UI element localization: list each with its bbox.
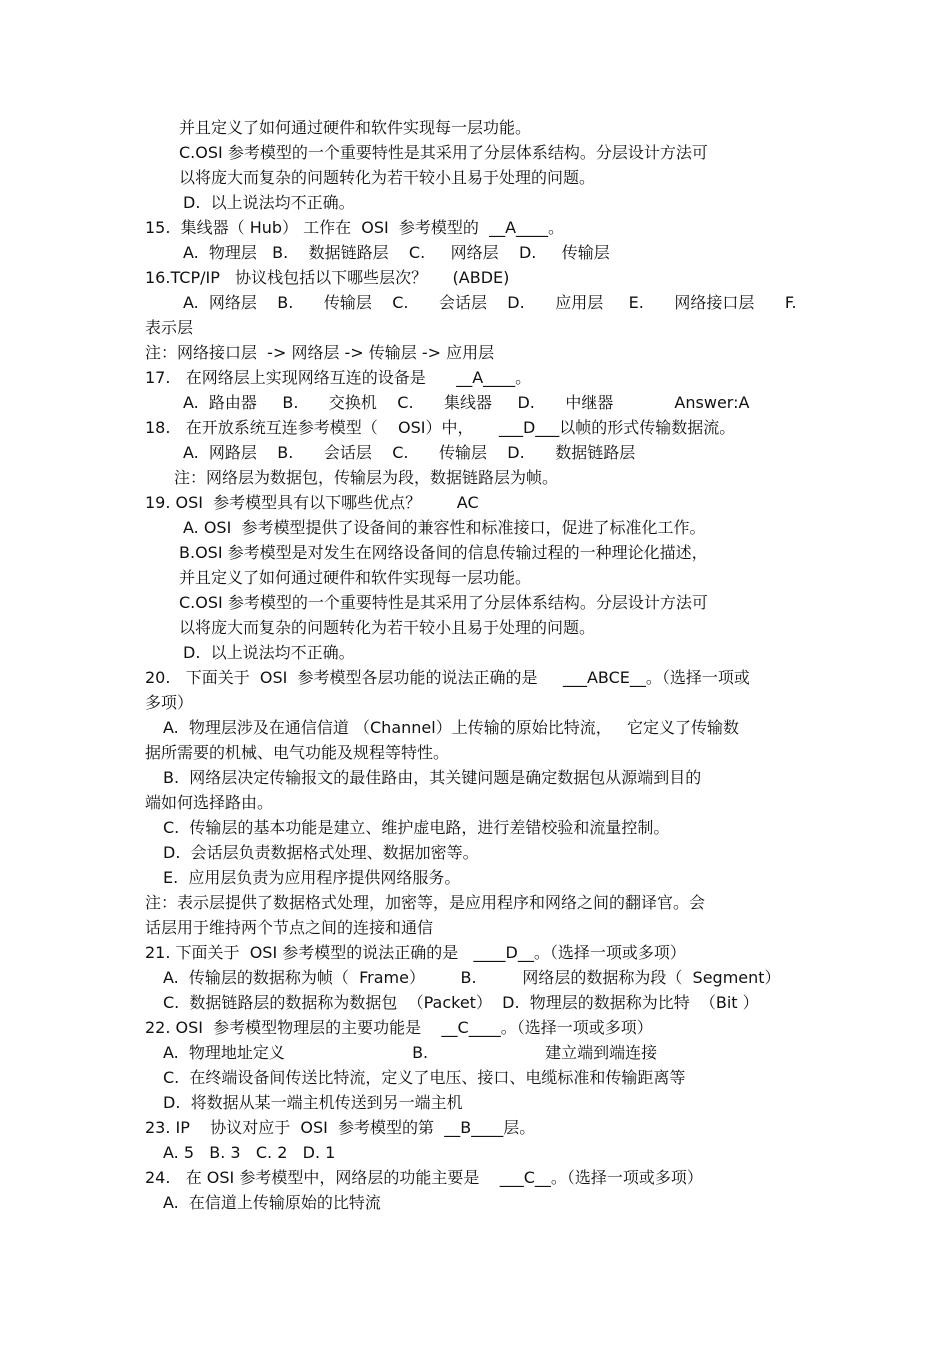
text-line: E. 应用层负责为应用程序提供网络服务。 (163, 868, 461, 887)
text-line: 表示层 (145, 318, 194, 337)
text-line: D. 以上说法均不正确。 (183, 643, 355, 662)
text-line: A. OSI 参考模型提供了设备间的兼容性和标准接口，促进了标准化工作。 (183, 518, 706, 537)
text-line: 以将庞大而复杂的问题转化为若干较小且易于处理的问题。 (179, 168, 596, 187)
text-line: 据所需要的机械、电气功能及规程等特性。 (145, 743, 450, 762)
text-line: B. 网络层决定传输报文的最佳路由，其关键问题是确定数据包从源端到目的 (163, 768, 702, 787)
text-line: A. 传输层的数据称为帧（ Frame） B. 网络层的数据称为段（ Segment） (163, 968, 781, 987)
text-line: A. 物理层 B. 数据链路层 C. 网络层 D. 传输层 (183, 243, 610, 262)
text-line: C. 在终端设备间传送比特流，定义了电压、接口、电缆标准和传输距离等 (163, 1068, 686, 1087)
text-line: A. 路由器 B. 交换机 C. 集线器 D. 中继器 Answer:A (183, 393, 750, 412)
text-line: 多项） (145, 693, 194, 712)
question-21: 21. 下面关于 OSI 参考模型的说法正确的是 ____D__。（选择一项或多项） (145, 943, 686, 962)
question-19: 19. OSI 参考模型具有以下哪些优点？ AC (145, 493, 479, 512)
question-18: 18. 在开放系统互连参考模型（ OSI）中， ___D___以帧的形式传输数据流。 (145, 418, 736, 437)
text-line: D. 将数据从某一端主机传送到另一端主机 (163, 1093, 463, 1112)
note-line: 话层用于维持两个节点之间的连接和通信 (145, 918, 434, 937)
text-line: C. 传输层的基本功能是建立、维护虚电路，进行差错校验和流量控制。 (163, 818, 670, 837)
text-line: A. 物理地址定义 B. 建立端到端连接 (163, 1043, 658, 1062)
question-16: 16.TCP/IP 协议栈包括以下哪些层次？ (ABDE) (145, 268, 510, 287)
note-line: 注：表示层提供了数据格式处理，加密等，是应用程序和网络之间的翻译官。会 (145, 893, 706, 912)
text-line: 并且定义了如何通过硬件和软件实现每一层功能。 (179, 118, 532, 137)
question-23: 23. IP 协议对应于 OSI 参考模型的第 __B____层。 (145, 1118, 536, 1137)
question-20: 20. 下面关于 OSI 参考模型各层功能的说法正确的是 ___ABCE__。（选择一项或 (145, 668, 750, 687)
question-15: 15. 集线器（ Hub） 工作在 OSI 参考模型的 __A____。 (145, 218, 565, 237)
text-line: 以将庞大而复杂的问题转化为若干较小且易于处理的问题。 (179, 618, 596, 637)
question-17: 17. 在网络层上实现网络互连的设备是 __A____。 (145, 368, 532, 387)
note-line: 注：网络接口层 -> 网络层 -> 传输层 -> 应用层 (145, 343, 495, 362)
text-line: A. 在信道上传输原始的比特流 (163, 1193, 381, 1212)
text-line: A. 5 B. 3 C. 2 D. 1 (163, 1143, 336, 1162)
text-line: A. 物理层涉及在通信信道 （Channel）上传输的原始比特流， 它定义了传输数 (163, 718, 739, 737)
question-24: 24. 在 OSI 参考模型中，网络层的功能主要是 ___C__。（选择一项或多项） (145, 1168, 703, 1187)
text-line: A. 网路层 B. 会话层 C. 传输层 D. 数据链路层 (183, 443, 636, 462)
note-line: 注：网络层为数据包，传输层为段，数据链路层为帧。 (174, 468, 559, 487)
text-line: D. 会话层负责数据格式处理、数据加密等。 (163, 843, 479, 862)
text-line: 并且定义了如何通过硬件和软件实现每一层功能。 (179, 568, 532, 587)
text-line: 端如何选择路由。 (145, 793, 274, 812)
question-22: 22. OSI 参考模型物理层的主要功能是 __C____。（选择一项或多项） (145, 1018, 653, 1037)
text-line: C.OSI 参考模型的一个重要特性是其采用了分层体系结构。分层设计方法可 (179, 593, 708, 612)
text-line: A. 网络层 B. 传输层 C. 会话层 D. 应用层 E. 网络接口层 F. (183, 293, 797, 312)
text-line: C.OSI 参考模型的一个重要特性是其采用了分层体系结构。分层设计方法可 (179, 143, 708, 162)
text-line: B.OSI 参考模型是对发生在网络设备间的信息传输过程的一种理论化描述， (179, 543, 708, 562)
text-line: D. 以上说法均不正确。 (183, 193, 355, 212)
text-line: C. 数据链路层的数据称为数据包 （Packet） D. 物理层的数据称为比特 （Bit ） (163, 993, 759, 1012)
